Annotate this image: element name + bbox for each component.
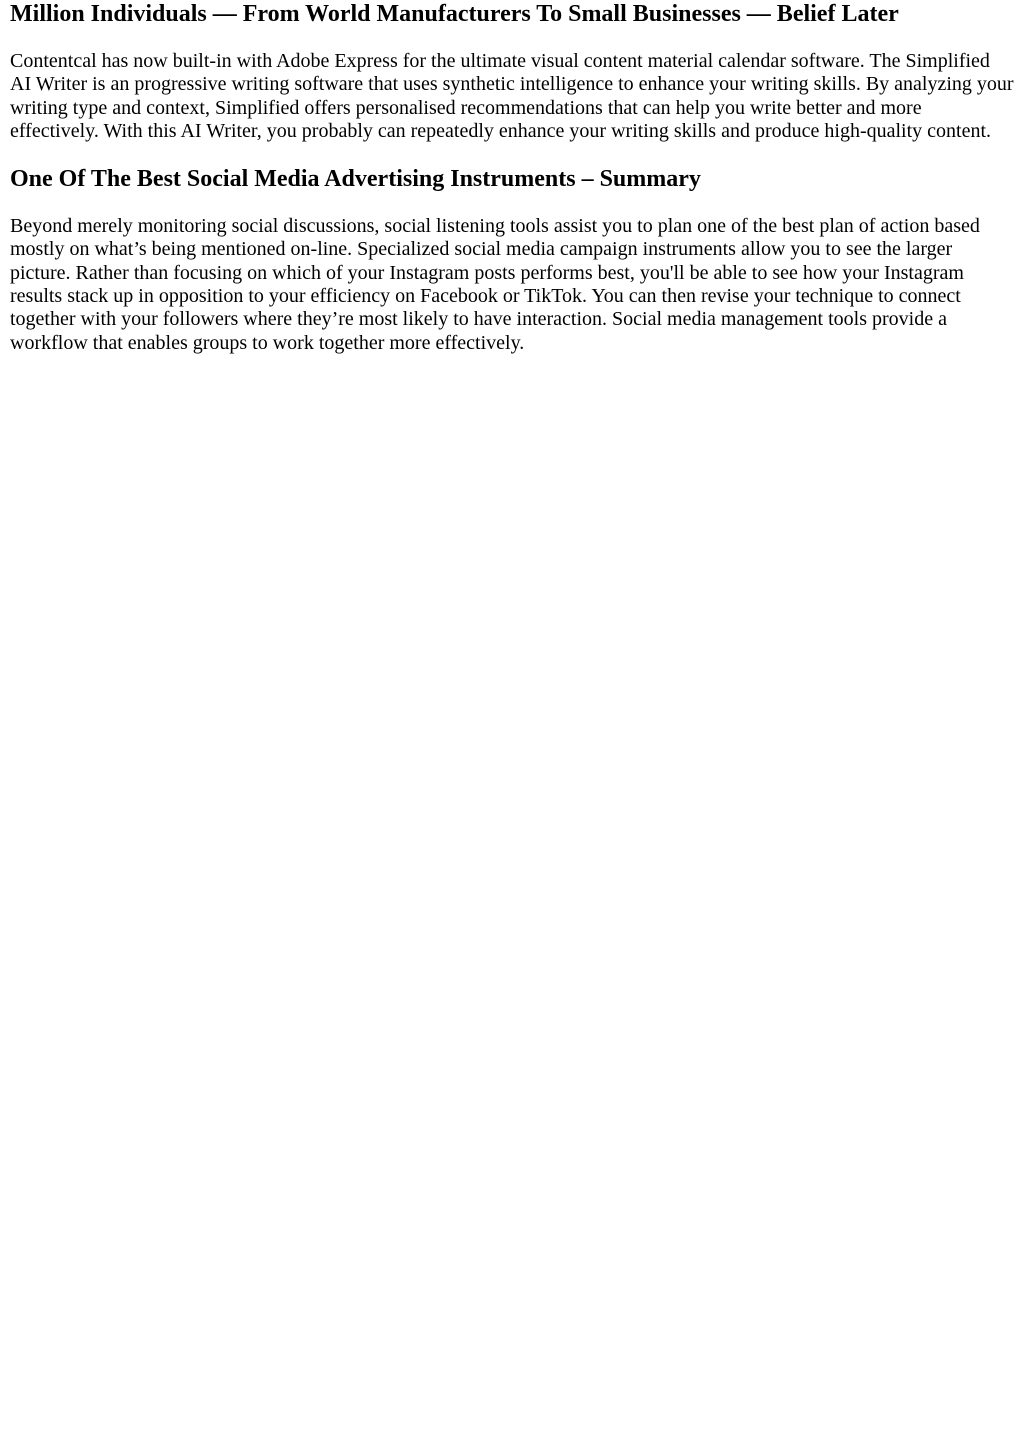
section-2-heading: One Of The Best Social Media Advertising Instruments – Summary — [10, 166, 701, 193]
section-1-heading: Million Individuals — From World Manufacturers To Small Businesses — Belief Later — [10, 1, 899, 27]
section-2-paragraph: Beyond merely monitoring social discussions, social listening tools assist you to plan one of the best plan of action based mostly on what’s being mentioned on-line. Specialized social media campaign instruments allow you to see the larger picture. Rather than focusing on which of your Instagram posts performs best, you'll be able to see how your Instagram results stack up in opposition to your efficiency on Facebook or TikTok. You can then revise your technique to connect together with your followers where they’re most likely to have interaction. Social media management tools provide a workflow that enables groups to work together more effectively. — [10, 215, 980, 354]
section-1-paragraph: Contentcal has now built-in with Adobe Express for the ultimate visual content material calendar software. The Simplified AI Writer is an progressive writing software that uses synthetic intelligence to enhance your writing skills. By analyzing your writing type and context, Simplified offers personalised recommendations that can help you write better and more effectively. With this AI Writer, you probably can repeatedly enhance your writing skills and produce high-quality content. — [10, 50, 1014, 142]
